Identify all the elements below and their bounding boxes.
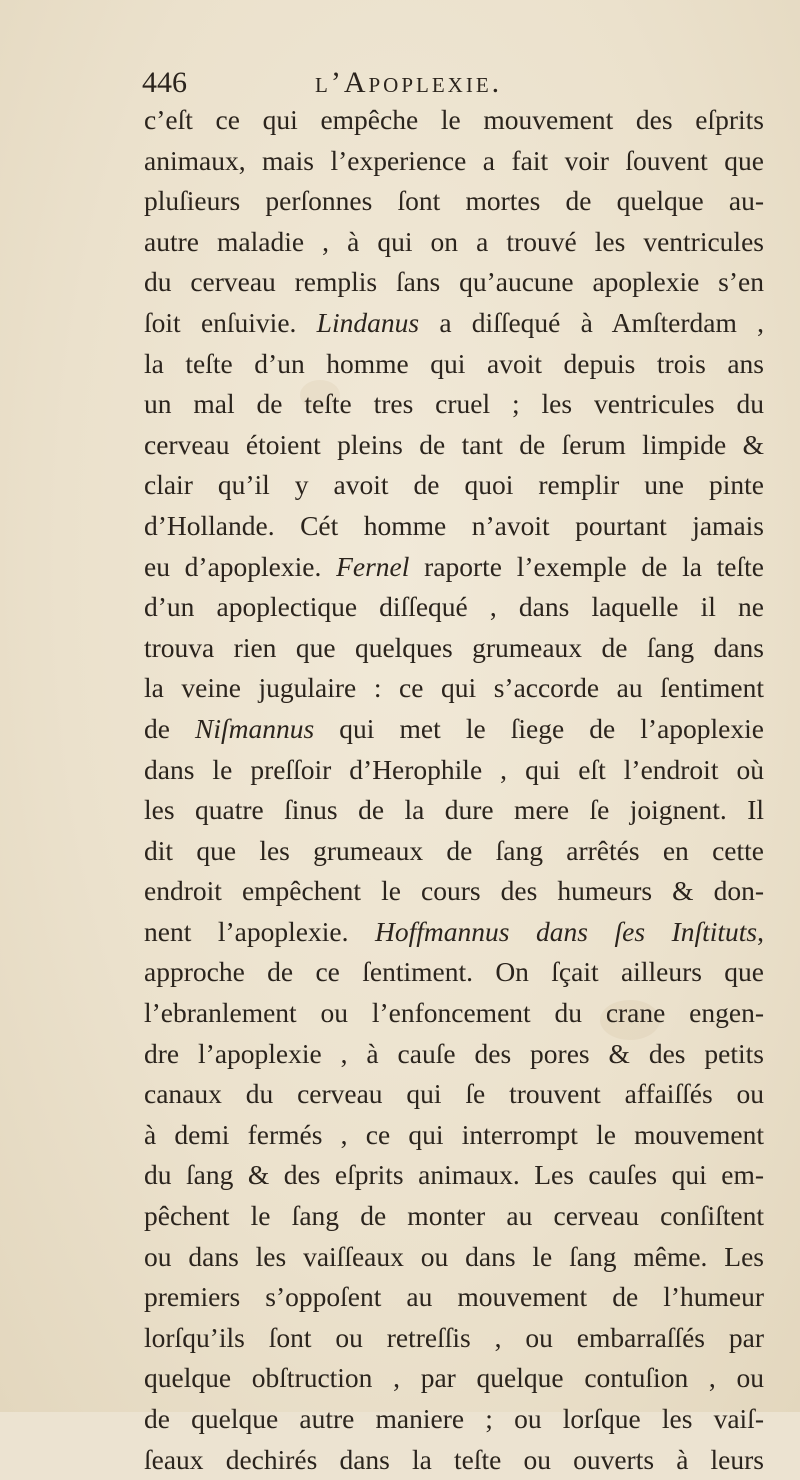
text-segment: du cerveau remplis ſans qu’aucune apoplexie s’en — [144, 266, 764, 298]
text-line — [144, 1196, 764, 1237]
text-segment: a diſſequé à Amſterdam , — [419, 306, 764, 338]
text-line — [144, 222, 764, 263]
text-line — [144, 1277, 764, 1318]
text-segment: clair qu’il y avoit de quoi remplir une pinte — [144, 469, 764, 501]
text-segment: pêchent le ſang de monter au cerveau conſiſtent — [144, 1200, 764, 1232]
text-line — [144, 1318, 764, 1359]
text-segment: quelque obſtruction , par quelque contuſion , ou — [144, 1362, 764, 1394]
text-line — [144, 790, 764, 831]
text-line — [144, 993, 764, 1034]
text-line — [144, 425, 764, 466]
text-line — [144, 344, 764, 385]
text-segment: l’ebranlement ou l’enfoncement du crane engen- — [144, 997, 764, 1029]
text-line — [144, 303, 764, 344]
text-segment: eu d’apoplexie. — [144, 550, 337, 582]
text-line — [144, 181, 764, 222]
text-segment: trouva rien que quelques grumeaux de ſang dans — [144, 631, 764, 663]
text-segment: autre maladie , à qui on a trouvé les ventricules — [144, 225, 764, 257]
text-line — [144, 952, 764, 993]
body-text — [144, 100, 764, 1480]
text-line — [144, 1358, 764, 1399]
text-line — [144, 871, 764, 912]
page-number: 446 — [142, 66, 187, 99]
text-line — [144, 668, 764, 709]
text-segment: canaux du cerveau qui ſe trouvent affaiſſés ou — [144, 1078, 764, 1110]
text-line — [144, 465, 764, 506]
text-line — [144, 628, 764, 669]
italic-name: Hoffmannus dans ſes Inſtituts — [375, 915, 758, 947]
text-line — [144, 587, 764, 628]
text-segment: dre l’apoplexie , à cauſe des pores & des petits — [144, 1037, 764, 1069]
text-line — [144, 1115, 764, 1156]
text-segment: d’un apoplectique diſſequé , dans laquelle il ne — [144, 591, 764, 623]
text-segment: de — [144, 712, 196, 744]
text-segment: approche de ce ſentiment. On ſçait ailleurs que — [144, 956, 764, 988]
italic-name: Fernel — [336, 550, 410, 582]
text-segment: ſoit enſuivie. — [144, 306, 317, 338]
text-segment: ſeaux dechirés dans la teſte ou ouverts à leurs — [144, 1443, 764, 1475]
text-segment: animaux, mais l’experience a fait voir ſouvent que — [144, 144, 764, 176]
text-segment: dans le preſſoir d’Herophile , qui eſt l’endroit où — [144, 753, 764, 785]
text-line — [144, 1034, 764, 1075]
text-line — [144, 1440, 764, 1480]
text-line — [144, 1399, 764, 1440]
text-segment: c’eſt ce qui empêche le mouvement des eſprits — [144, 104, 764, 135]
text-segment: cerveau étoient pleins de tant de ſerum limpide & — [144, 428, 764, 460]
text-segment: , — [757, 915, 764, 947]
italic-name: Niſmannus — [195, 712, 315, 744]
text-segment: ou dans les vaiſſeaux ou dans le ſang même. Les — [144, 1240, 764, 1272]
text-segment: les quatre ſinus de la dure mere ſe joignent. Il — [144, 794, 764, 826]
text-line — [144, 1074, 764, 1115]
text-line — [144, 100, 764, 141]
text-segment: pluſieurs perſonnes ſont mortes de quelque au- — [144, 185, 764, 217]
text-segment: lorſqu’ils ſont ou retreſſis , ou embarraſſés par — [144, 1321, 764, 1353]
text-line — [144, 262, 764, 303]
text-line — [144, 1155, 764, 1196]
text-segment: nent l’apoplexie. — [144, 915, 375, 947]
text-segment: raporte l’exemple de la teſte — [409, 550, 764, 582]
text-segment: dit que les grumeaux de ſang arrêtés en cette — [144, 834, 764, 866]
text-segment: un mal de teſte tres cruel ; les ventricules du — [144, 388, 764, 420]
text-line — [144, 384, 764, 425]
text-line — [144, 912, 764, 953]
running-title: l’Apoplexie. — [315, 66, 503, 99]
text-segment: la teſte d’un homme qui avoit depuis trois ans — [144, 347, 764, 379]
text-segment: d’Hollande. Cét homme n’avoit pourtant jamais — [144, 509, 764, 541]
text-line — [144, 709, 764, 750]
text-segment: qui met le ſiege de l’apoplexie — [314, 712, 764, 744]
text-segment: premiers s’oppoſent au mouvement de l’humeur — [144, 1281, 764, 1313]
italic-name: Lindanus — [316, 306, 420, 338]
text-segment: du ſang & des eſprits animaux. Les cauſes qui em- — [144, 1159, 764, 1191]
text-line — [144, 831, 764, 872]
text-segment: à demi fermés , ce qui interrompt le mouvement — [144, 1118, 764, 1150]
text-segment: la veine jugulaire : ce qui s’accorde au ſentiment — [144, 672, 764, 704]
text-line — [144, 750, 764, 791]
text-line — [144, 547, 764, 588]
text-segment: de quelque autre maniere ; ou lorſque les vaiſ- — [144, 1403, 764, 1434]
text-line — [144, 506, 764, 547]
text-line — [144, 1237, 764, 1278]
text-segment: endroit empêchent le cours des humeurs & don- — [144, 875, 764, 907]
text-line — [144, 141, 764, 182]
